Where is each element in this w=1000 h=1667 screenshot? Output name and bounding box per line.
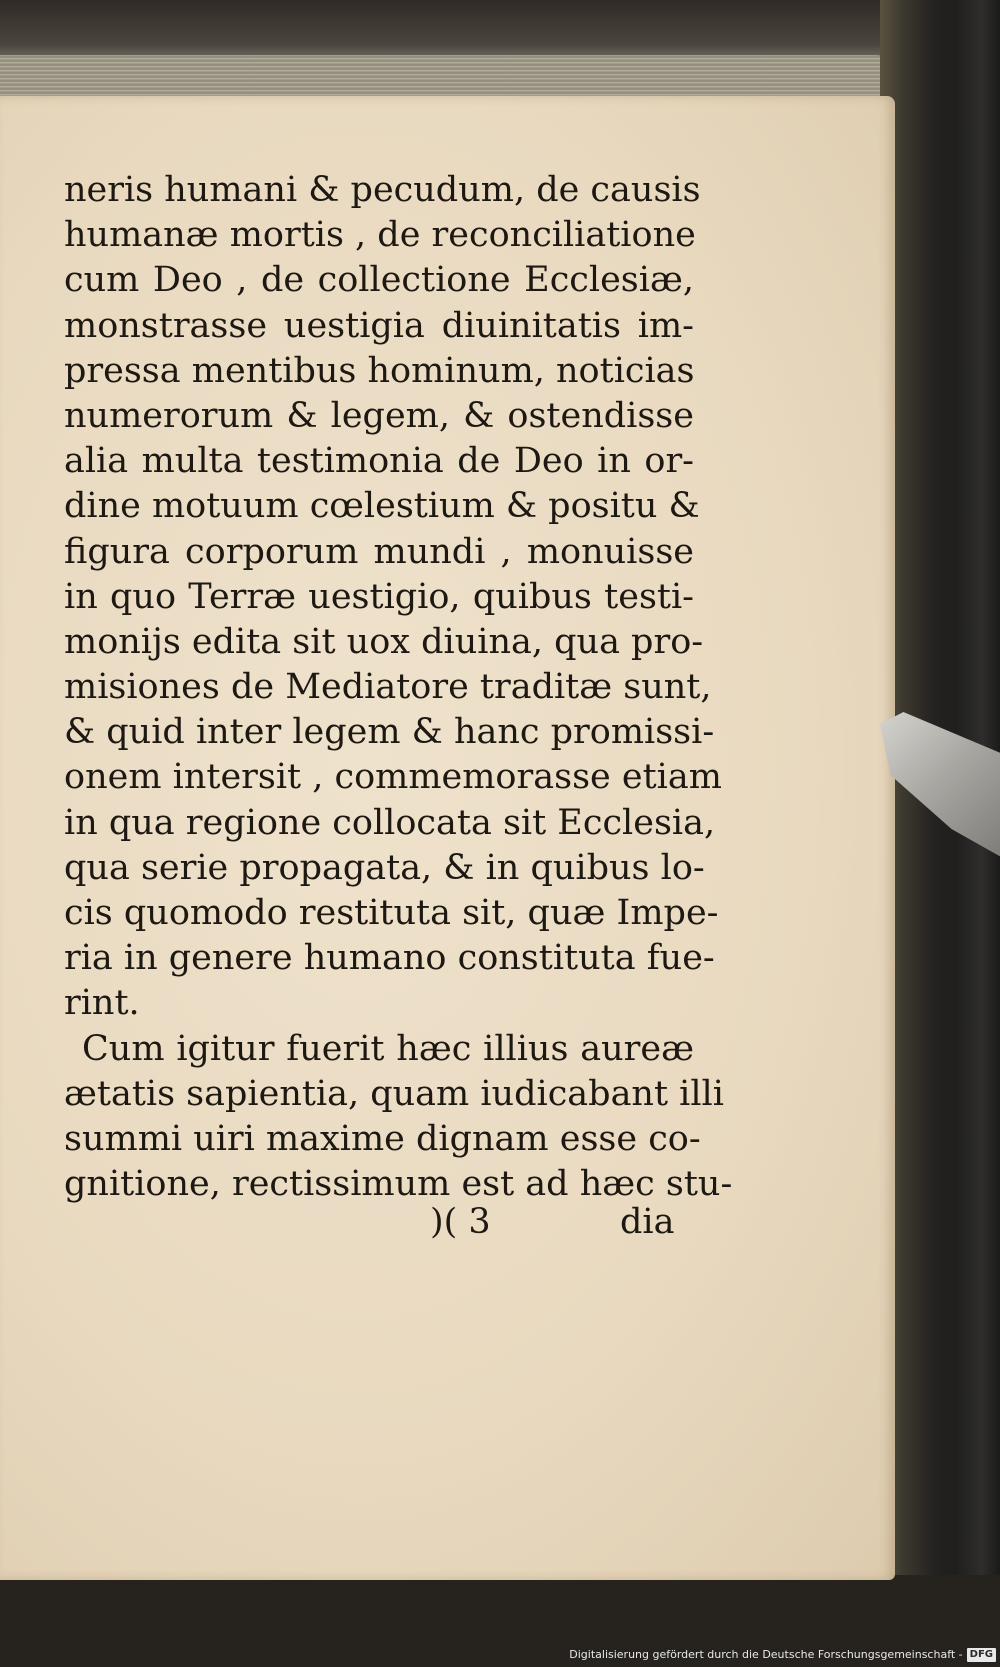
text-line: qua serie propagata, & in quibus lo- (64, 847, 705, 888)
text-line: gnitione, rectissimum est ad hæc stu- (64, 1164, 733, 1205)
text-line: dine motuum cœlestium & positu & (64, 486, 700, 527)
text-line: in quo Terræ uestigio, quibus testi- (64, 576, 694, 617)
text-line: ria in genere humano constituta fue- (64, 938, 715, 979)
text-line: ætatis sapientia, quam iudicabant illi (64, 1073, 724, 1114)
text-line: in qua regione collocata sit Ecclesia, (64, 802, 716, 843)
text-line: monstrasse uestigia diuinitatis im- (64, 305, 694, 346)
text-line: numerorum & legem, & ostendisse (64, 395, 694, 436)
text-line: neris humani & pecudum, de causis (64, 170, 701, 210)
digitization-credit (569, 1645, 996, 1665)
text-line: figura corporum mundi , monuisse (64, 531, 694, 572)
dfg-logo: DFG (967, 1648, 996, 1662)
text-line: misiones de Mediatore traditæ sunt, (64, 667, 712, 708)
text-line: rint. (64, 983, 140, 1024)
text-line: pressa mentibus hominum, noticias (64, 350, 695, 391)
text-line: onem intersit , commemorasse etiam (64, 757, 722, 798)
text-line: cum Deo , de collectione Ecclesiæ, (64, 260, 694, 301)
signature-mark: )( 3 (430, 1202, 491, 1242)
catchword: dia (620, 1202, 675, 1242)
text-line: cis quomodo restituta sit, quæ Impe- (64, 893, 719, 933)
text-line: alia multa testimonia de Deo in or- (64, 441, 694, 482)
credit-text: Digitalisierung gefördert durch die Deutsche Forschungsgemeinschaft - (569, 1648, 963, 1661)
text-line: monijs edita sit uox diuina, qua pro- (64, 621, 704, 662)
text-line: & quid inter legem & hanc promissi- (64, 712, 715, 753)
text-line: Cum igitur fuerit hæc illius aureæ (82, 1028, 694, 1069)
text-line: humanæ mortis , de reconciliatione (64, 215, 696, 256)
text-line: summi uiri maxime dignam esse co- (64, 1118, 701, 1159)
page-body-text (64, 168, 733, 1207)
